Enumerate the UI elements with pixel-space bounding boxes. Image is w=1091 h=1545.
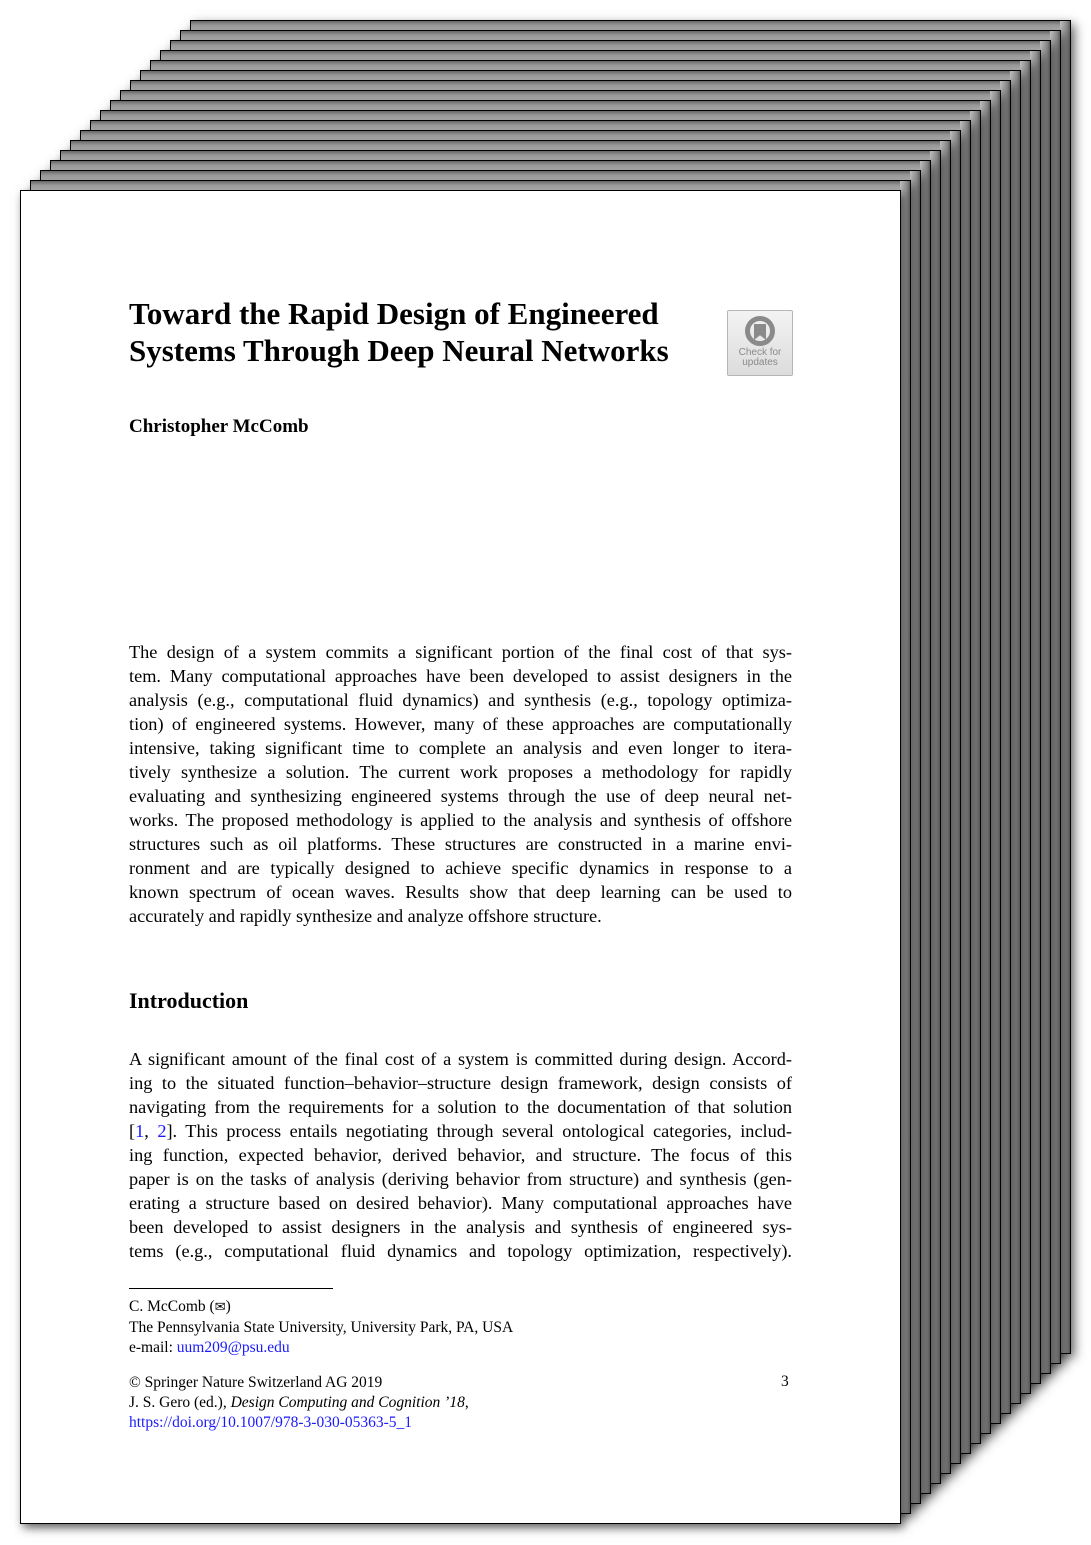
footnote-author-line: [129, 1297, 513, 1318]
intro-text: ]. This process entails negotiating through several ontological categories, includ-: [166, 1121, 793, 1141]
abstract-line: tion) of engineered systems. However, many of these approaches are computationally: [129, 714, 792, 734]
check-for-updates-badge[interactable]: [727, 310, 793, 376]
crossmark-label-line: Check for: [738, 347, 782, 358]
email-label: e-mail:: [129, 1339, 177, 1356]
abstract-line: analysis (e.g., computational fluid dynamics) and synthesis (e.g., topology optimiza-: [129, 690, 792, 710]
publication-info: [129, 1373, 469, 1433]
section-heading-introduction: Introduction: [129, 988, 249, 1013]
introduction-body: [129, 1047, 792, 1263]
copyright-line: © Springer Nature Switzerland AG 2019: [129, 1374, 383, 1391]
abstract-line: tively synthesize a solution. The current work proposes a methodology for rapidly: [129, 762, 792, 782]
front-page: [20, 190, 901, 1524]
email-link[interactable]: uum209@psu.edu: [176, 1339, 290, 1356]
footnote-author: C. McComb (: [129, 1298, 215, 1315]
abstract-line: structures such as oil platforms. These structures are constructed in a marine envi-: [129, 834, 792, 854]
book-citation: [129, 1393, 469, 1413]
abstract-line: works. The proposed methodology is applied to the analysis and synthesis of offshore: [129, 810, 792, 830]
book-title: Design Computing and Cognition ’18: [230, 1394, 465, 1411]
crossmark-label-line: updates: [742, 357, 778, 368]
intro-line: tems (e.g., computational fluid dynamics and topology optimization, respectively).: [129, 1241, 792, 1261]
abstract-line: The design of a system commits a significant portion of the final cost of that sys-: [129, 642, 792, 662]
book-suffix: ,: [464, 1394, 469, 1411]
author-name: Christopher McComb: [129, 416, 309, 437]
abstract: [129, 640, 792, 928]
abstract-line: tem. Many computational approaches have been developed to assist designers in the: [129, 666, 792, 686]
paper-title: [129, 295, 709, 369]
abstract-line: accurately and rapidly synthesize and analyze offshore structure.: [129, 906, 602, 926]
cite-separator: ,: [144, 1121, 158, 1141]
footnote-paren: ): [225, 1298, 231, 1315]
title-line: Systems Through Deep Neural Networks: [129, 333, 669, 368]
abstract-line: evaluating and synthesizing engineered systems through the use of deep neural net-: [129, 786, 792, 806]
intro-line: navigating from the requirements for a solution to the documentation of that solution: [129, 1097, 792, 1117]
footnote-divider: [129, 1288, 333, 1289]
intro-line: ing to the situated function–behavior–structure design framework, design consists of: [129, 1073, 792, 1093]
citation-link[interactable]: 2: [157, 1121, 167, 1141]
intro-line: been developed to assist designers in the analysis and synthesis of engineered sys-: [129, 1217, 792, 1237]
intro-line: ing function, expected behavior, derived behavior, and structure. The focus of this: [129, 1145, 792, 1165]
intro-line: A significant amount of the final cost of a system is committed during design. Accord-: [129, 1049, 792, 1069]
book-editor: J. S. Gero (ed.),: [129, 1394, 231, 1411]
intro-line: paper is on the tasks of analysis (deriving behavior from structure) and synthesis (gen-: [129, 1169, 792, 1189]
title-line: Toward the Rapid Design of Engineered: [129, 296, 659, 331]
abstract-line: known spectrum of ocean waves. Results show that deep learning can be used to: [129, 882, 792, 902]
footnote-affiliation: The Pennsylvania State University, University Park, PA, USA: [129, 1319, 514, 1336]
cite-bracket: [: [129, 1121, 136, 1141]
intro-line: erating a structure based on desired behavior). Many computational approaches have: [129, 1193, 792, 1213]
footnote-email-line: [129, 1338, 513, 1358]
envelope-icon: ✉: [214, 1300, 226, 1315]
check-for-updates-label: [728, 348, 792, 368]
abstract-line: intensive, taking significant time to complete an analysis and even longer to itera-: [129, 738, 792, 758]
abstract-line: ronment and are typically designed to achieve specific dynamics in response to a: [129, 858, 792, 878]
intro-line: [129, 1119, 792, 1143]
citation-link[interactable]: 1: [135, 1121, 145, 1141]
author-footnote: [129, 1297, 513, 1358]
doi-link[interactable]: https://doi.org/10.1007/978-3-030-05363-5_1: [129, 1414, 413, 1431]
page-number: 3: [781, 1373, 789, 1390]
